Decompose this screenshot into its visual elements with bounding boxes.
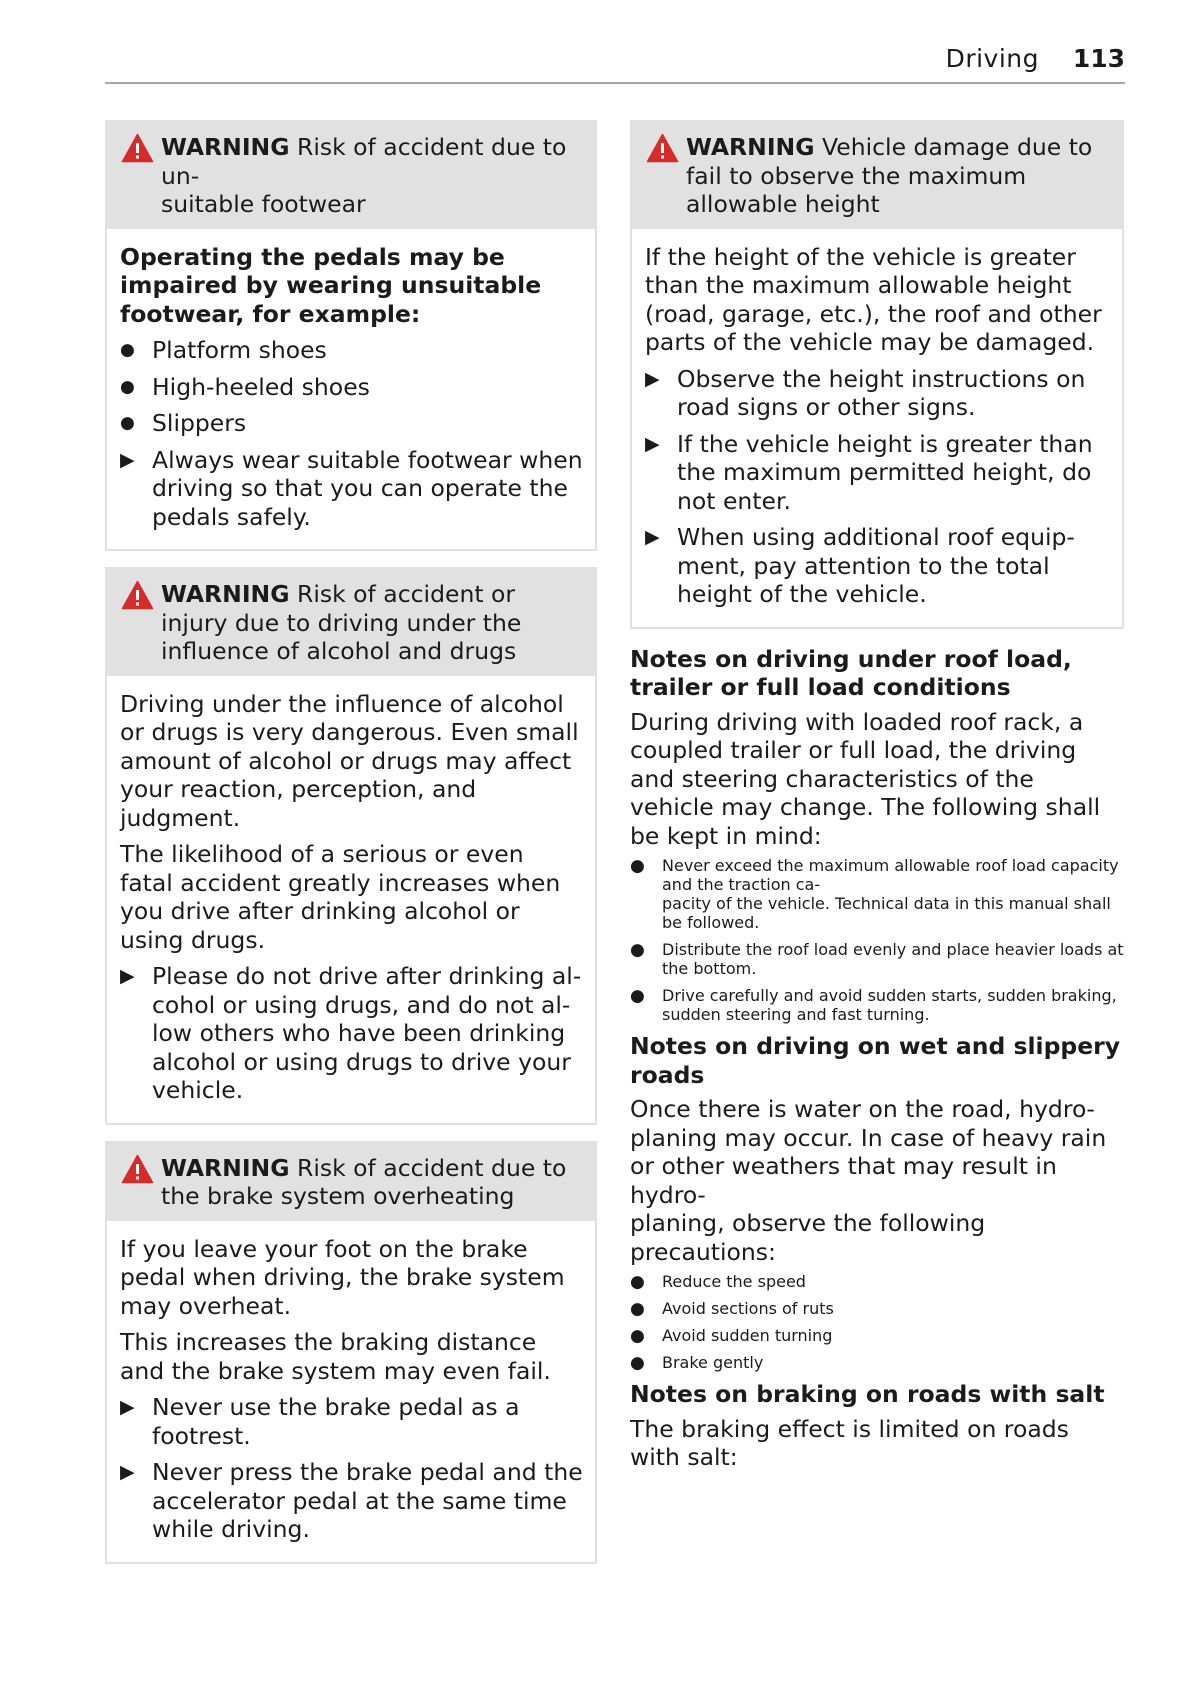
instruction-item [645, 523, 1110, 609]
list-item: ● High-heeled shoes [120, 373, 583, 402]
warning-title-text: suitable footwear [161, 190, 366, 218]
warning-title [686, 133, 1110, 219]
section-heading: Notes on driving on wet and slippery roads [630, 1032, 1121, 1089]
list-item-line: Never exceed the maximum allowable roof load capacity and the traction ca‑ [662, 856, 1119, 894]
warning-triangle-icon [121, 133, 154, 163]
paragraph-line: Once there is water on the road, hydro‑ [630, 1095, 1095, 1123]
warning-keyword: WARNING [161, 1153, 290, 1182]
bullet-list [630, 1272, 1124, 1372]
warning-body [632, 229, 1122, 627]
paragraph-line: planing may occur. In case of heavy rain or other weathers that may result in hydro‑ [630, 1123, 1107, 1209]
list-item: ● Drive carefully and avoid sudden starts, sudden braking, sudden steering and fast turning. [630, 986, 1124, 1024]
instruction-item: ▶ If the vehicle height is greater than the maximum permitted height, do not enter. [645, 430, 1110, 516]
page-number: 113 [1072, 44, 1125, 73]
warning-paragraph: If the height of the vehicle is greater than the maximum allowable height (road, garage, etc.), the roof and other parts of the vehicle may be damaged. [645, 242, 1102, 356]
list-item: ● Platform shoes [120, 336, 583, 365]
instruction-line: ment, pay attention to the total height of the vehicle. [677, 551, 1050, 608]
right-column [630, 120, 1124, 1478]
warning-header [107, 1143, 595, 1221]
list-item: ● Brake gently [630, 1353, 1124, 1372]
warning-header [632, 122, 1122, 229]
warning-triangle-icon [121, 580, 154, 610]
warning-title-text: Vehicle damage due to fail to observe the maximum allowable height [686, 133, 1093, 218]
instruction-item: ▶ Never use the brake pedal as a footrest. [120, 1393, 583, 1450]
warning-paragraph: The likelihood of a serious or even fatal accident greatly increases when you drive after drinking alcohol or using drugs. [120, 840, 561, 954]
warning-title [161, 133, 583, 219]
warning-title-text: Risk of accident or injury due to driving under the influence of alcohol and drugs [161, 580, 522, 665]
warning-header [107, 122, 595, 229]
instruction-list [120, 962, 583, 1105]
instruction-list [120, 446, 583, 532]
list-item: ● Reduce the speed [630, 1272, 1124, 1291]
warning-box-brake [105, 1141, 597, 1564]
warning-body [107, 229, 595, 550]
section-roof-load [630, 645, 1124, 1025]
section-salt-roads [630, 1380, 1124, 1472]
warning-paragraph: If you leave your foot on the brake pedal when driving, the brake system may overheat. [120, 1234, 565, 1320]
instruction-item: ▶ Never press the brake pedal and the accelerator pedal at the same time while driving. [120, 1458, 583, 1544]
warning-keyword: WARNING [161, 580, 290, 608]
instruction-list [645, 365, 1110, 609]
warning-title-text: Risk of accident due to the brake system overheating [161, 1153, 567, 1210]
instruction-list [120, 1393, 583, 1544]
warning-title-text: Risk of accident due to un‑ [161, 133, 567, 190]
list-item: ● Avoid sudden turning [630, 1326, 1124, 1345]
list-item: ● Slippers [120, 409, 583, 438]
section-paragraph: The braking effect is limited on roads with salt: [630, 1414, 1069, 1471]
warning-intro: Operating the pedals may be impaired by wearing unsuitable footwear, for example: [120, 242, 542, 328]
warning-title [161, 1154, 583, 1211]
list-item: ● Distribute the roof load evenly and place heavier loads at the bottom. [630, 940, 1124, 978]
section-paragraph [630, 1095, 1124, 1266]
instruction-item: ▶ Always wear suitable footwear when driving so that you can operate the pedals safely. [120, 446, 583, 532]
warning-box-footwear [105, 120, 597, 551]
paragraph-line: planing, observe the following precautions: [630, 1209, 986, 1266]
warning-triangle-icon [646, 133, 679, 163]
instruction-item [120, 962, 583, 1105]
left-column [105, 120, 597, 1580]
running-header [105, 44, 1125, 84]
instruction-line: Please do not drive after drinking al‑ [152, 962, 582, 990]
section-heading: Notes on braking on roads with salt [630, 1380, 1105, 1408]
instruction-line: cohol or using drugs, and do not al‑ [152, 990, 571, 1019]
warning-box-alcohol [105, 567, 597, 1125]
warning-body [107, 1221, 595, 1562]
warning-body [107, 676, 595, 1123]
chapter-title: Driving [945, 44, 1039, 73]
warning-triangle-icon [121, 1154, 154, 1184]
bullet-list [120, 336, 583, 438]
instruction-line: low others who have been drinking alcohol or using drugs to drive your vehicle. [152, 1019, 571, 1104]
warning-paragraph: This increases the braking distance and the brake system may even fail. [120, 1328, 551, 1385]
list-item: ● Avoid sections of ruts [630, 1299, 1124, 1318]
warning-title [161, 580, 583, 666]
instruction-item: ▶ Observe the height instructions on road signs or other signs. [645, 365, 1110, 422]
instruction-line: When using additional roof equip‑ [677, 523, 1075, 551]
bullet-list [630, 856, 1124, 1024]
section-paragraph: During driving with loaded roof rack, a coupled trailer or full load, the driving and steering characteristics of the vehicle may change. The following shall be kept in mind: [630, 707, 1101, 850]
warning-keyword: WARNING [161, 133, 290, 161]
section-heading: Notes on driving under roof load, trailer or full load conditions [630, 644, 1072, 701]
list-item-line: pacity of the vehicle. Technical data in this manual shall be followed. [662, 894, 1111, 932]
warning-box-height [630, 120, 1124, 629]
warning-header [107, 569, 595, 676]
warning-paragraph: Driving under the influence of alcohol or drugs is very dangerous. Even small amount of alcohol or drugs may affect your reaction, perception, and judgment. [120, 689, 579, 832]
section-wet-roads [630, 1032, 1124, 1372]
warning-keyword: WARNING [686, 133, 815, 161]
list-item [630, 856, 1124, 932]
